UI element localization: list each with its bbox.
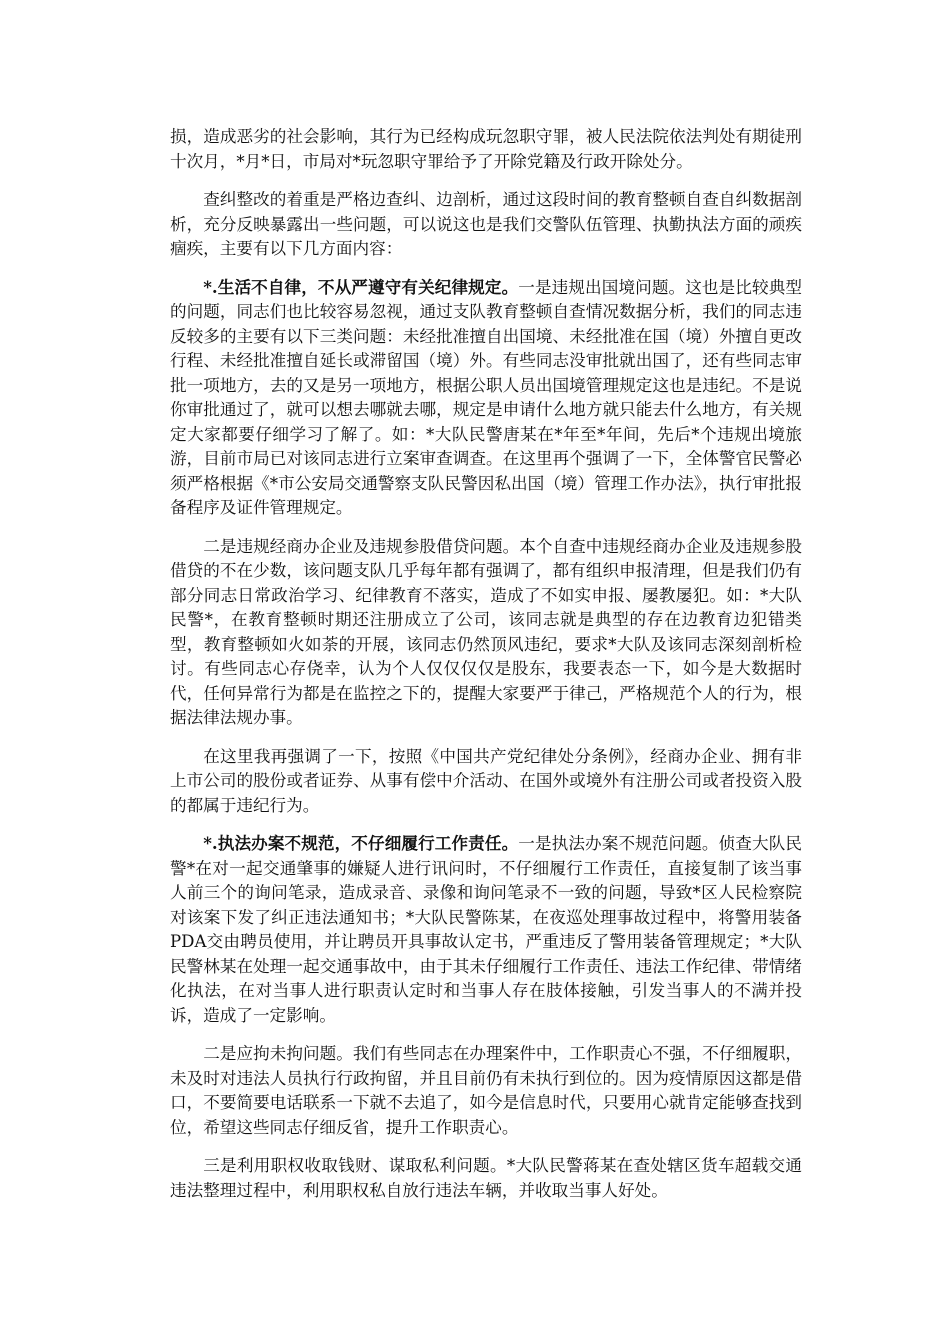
- paragraph: [170, 124, 802, 174]
- paragraph: [170, 744, 802, 819]
- paragraph-text: 一是执法办案不规范问题。侦查大队民警*在对一起交通肇事的嫌疑人进行讯问时，不仔细履行工作责任，直接复制了该当事人前三个的询问笔录，造成录音、录像和询问笔录不一致的问题，导致*区人民检察院对该案下发了纠正违法通知书；*大队民警陈某，在夜巡处理事故过程中，将警用装备PDA交由聘员使用，并让聘员开具事故认定书，严重违反了警用装备管理规定；*大队民警林某在处理一起交通事故中，由于其未仔细履行工作责任、违法工作纪律、带情绪化执法，在对当事人进行职责认定时和当事人存在肢体接触，引发当事人的不满并投诉，造成了一定影响。: [170, 834, 802, 1025]
- paragraph-text: 三是利用职权收取钱财、谋取私利问题。*大队民警蒋某在查处辖区货车超载交通违法整理过程中，利用职权私自放行违法车辆，并收取当事人好处。: [170, 1156, 802, 1200]
- paragraph: [170, 1153, 802, 1203]
- paragraph-text: 查纠整改的着重是严格边查纠、边剖析，通过这段时间的教育整顿自查自纠数据剖析，充分反映暴露出一些问题，可以说这也是我们交警队伍管理、执勤执法方面的顽疾痼疾，主要有以下几方面内容：: [170, 190, 802, 258]
- paragraph: [170, 187, 802, 262]
- paragraph: [170, 275, 802, 521]
- paragraph-text: 一是违规出国境问题。这也是比较典型的问题，同志们也比较容易忽视，通过支队教育整顿自查情况数据分析，我们的同志违反较多的主要有以下三类问题：未经批准擅自出国境、未经批准在国（境）外擅自更改行程、未经批准擅自延长或滞留国（境）外。有些同志没审批就出国了，还有些同志审批一项地方，去的又是另一项地方，根据公职人员出国境管理规定这也是违纪。不是说你审批通过了，就可以想去哪就去哪，规定是申请什么地方就只能去什么地方，有关规定大家都要仔细学习了解了。如：*大队民警唐某在*年至*年间，先后*个违规出境旅游，目前市局已对该同志进行立案审查调查。在这里再个强调了一下，全体警官民警必须严格根据《*市公安局交通警察支队民警因私出国（境）管理工作办法》，执行审批报备程序及证件管理规定。: [170, 277, 802, 517]
- section-heading: *.生活不自律，不从严遵守有关纪律规定。: [203, 276, 519, 297]
- paragraph: [170, 1041, 802, 1140]
- paragraph-text: 二是应拘未拘问题。我们有些同志在办理案件中，工作职责心不强，不仔细履职，未及时对违法人员执行行政拘留，并且目前仍有未执行到位的。因为疫情原因这都是借口，不要简要电话联系一下就不去追了，如今是信息时代，只要用心就肯定能够查找到位，希望这些同志仔细反省，提升工作职责心。: [170, 1044, 802, 1137]
- paragraph-text: 损，造成恶劣的社会影响，其行为已经构成玩忽职守罪，被人民法院依法判处有期徒刑十次月，*月*日，市局对*玩忽职守罪给予了开除党籍及行政开除处分。: [170, 127, 802, 171]
- paragraph-text: 二是违规经商办企业及违规参股借贷问题。本个自查中违规经商办企业及违规参股借贷的不在少数，该问题支队几乎每年都有强调了，都有组织申报清理，但是我们仍有部分同志日常政治学习、纪律教育不落实，造成了不如实申报、屡教屡犯。如：*大队民警*，在教育整顿时期还注册成立了公司，该同志就是典型的存在边教育边犯错类型，教育整顿如火如荼的开展，该同志仍然顶风违纪，要求*大队及该同志深刻剖析检讨。有些同志心存侥幸，认为个人仅仅仅仅是股东，我要表态一下，如今是大数据时代，任何异常行为都是在监控之下的，提醒大家要严于律己，严格规范个人的行为，根据法律法规办事。: [170, 536, 802, 727]
- paragraph-text: 在这里我再强调了一下，按照《中国共产党纪律处分条例》，经商办企业、拥有非上市公司的股份或者证券、从事有偿中介活动、在国外或境外有注册公司或者投资入股的都属于违纪行为。: [170, 746, 802, 815]
- paragraph: [170, 831, 802, 1028]
- document-body: [170, 124, 802, 1216]
- section-heading: *.执法办案不规范，不仔细履行工作责任。: [203, 833, 519, 853]
- paragraph: [170, 534, 802, 731]
